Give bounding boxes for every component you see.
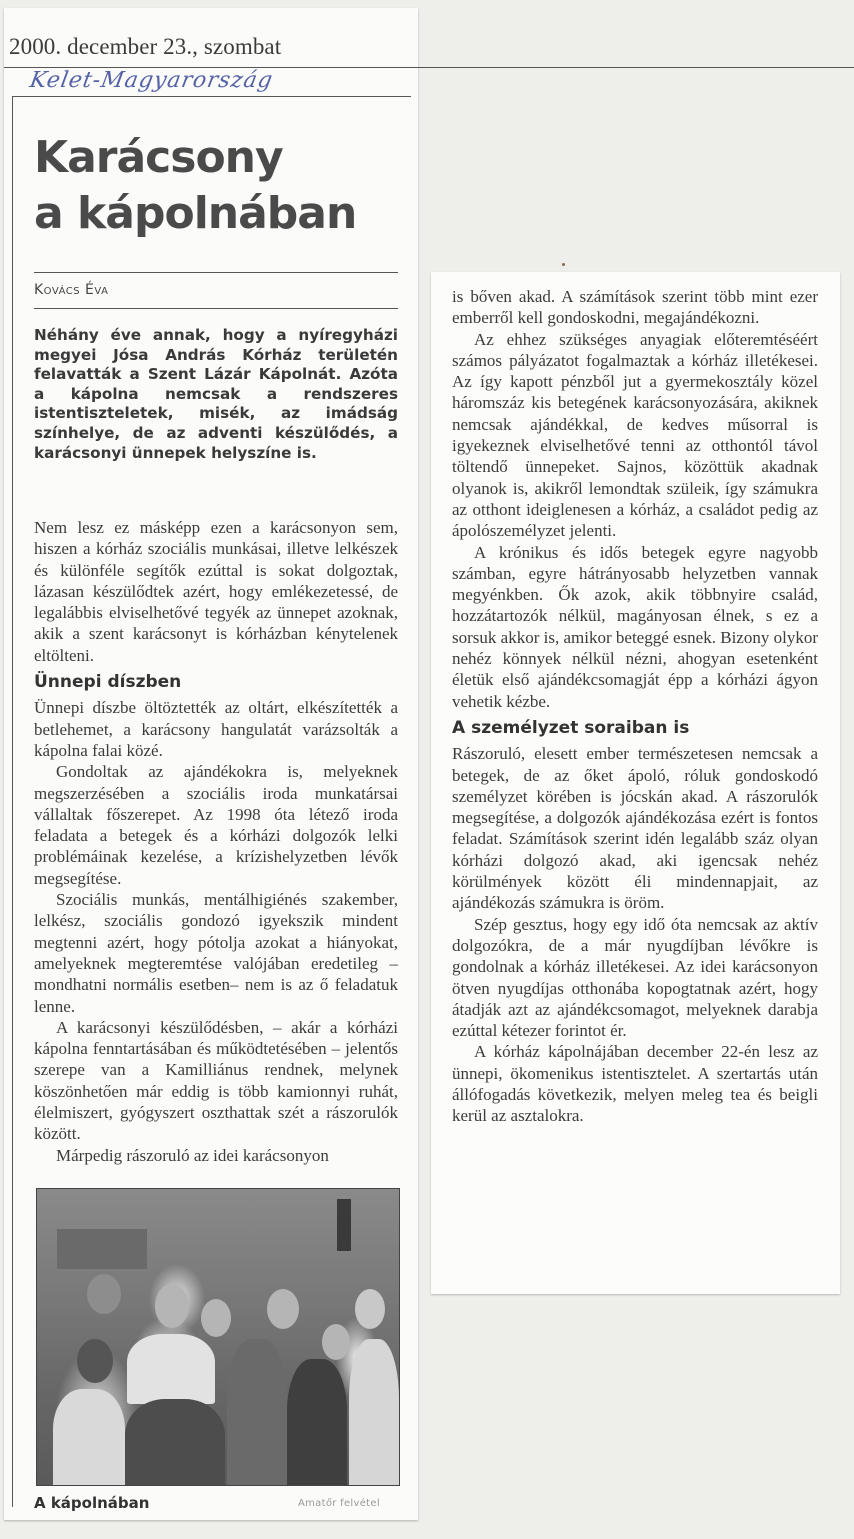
body-paragraph: Nem lesz ez másképp ezen a karácsonyon sem, hiszen a kórház szociális munkásai, illetve lelkészek és különféle segítők ezúttal is sokat dolgoztak, lázasan készülődtek azért, hogy emlékezetessé, de legalábbis elviselhetővé tegyék az ünnepet azoknak, akik a szent karácsonyt is kórházban kénytelenek eltölteni.	[34, 518, 398, 665]
photo-wall-picture	[337, 1199, 351, 1251]
byline-rule-top	[34, 272, 398, 273]
photo-person	[87, 1274, 121, 1314]
paper-speck	[562, 263, 565, 266]
body-paragraph: is bőven akad. A számítások szerint több mint ezer emberről kell gondoskodni, megajándékozni.	[452, 287, 818, 328]
dateline: 2000. december 23., szombat	[9, 34, 282, 59]
body-paragraph: A karácsonyi készülődésben, – akár a kórházi kápolna fenntartásában és működtetésében – jelentős szerepe van a Kamilliánus rendnek, melynek köszönhetően már eddig is több kamionnyi ruhát, élelmiszert, gyógyszert oszthattak szét a rászorulók között.	[34, 1017, 398, 1144]
photo-person	[322, 1324, 350, 1360]
body-paragraph: Gondoltak az ajándékokra is, melyeknek megszerzésében a szociális iroda munkatársai vállaltak főszerepet. Az 1998 óta létező iroda feladata a betegek és a kórházi dolgozók lelki problémáinak kezelése, a krízishelyzetben lévők megsegítése.	[34, 762, 398, 888]
byline: Kovács Éva	[34, 282, 109, 298]
photo-person	[77, 1339, 113, 1383]
photo-door-frame	[57, 1229, 147, 1269]
subheading: Ünnepi díszben	[34, 672, 182, 693]
body-paragraph: Ünnepi díszbe öltöztették az oltárt, elkészítették a betlehemet, a karácsony hangulatát varázsolták a kápolna falai közé.	[34, 698, 398, 760]
headline	[34, 130, 356, 242]
photo-dark-skirt	[125, 1399, 225, 1486]
handwritten-source-note: Kelet-Magyarország	[27, 68, 276, 93]
photo-white-blouse	[127, 1334, 215, 1404]
subheading: A személyzet soraiban is	[452, 717, 690, 738]
headline-line-1: Karácsony	[34, 132, 283, 183]
article-photo	[36, 1188, 400, 1486]
body-paragraph: A kórház kápolnájában december 22-én lesz az ünnepi, ökomenikus istentisztelet. A szertartás után állófogadás következik, melyen meleg tea és beigli kerül az asztalokra.	[452, 1042, 818, 1126]
body-paragraph: A krónikus és idős betegek egyre nagyobb számban, egyre hátrányosabb helyzetben vannak megyénkben. Ők azok, akik többnyire család, hozzátartozók nélkül, magányosan élnek, s ez a sorsuk akkor is, amikor beteggé esnek. Bizony olykor nehéz könnyek nélkül nézni, ahogyan esetenként életük első ajándékcsomagját épp a kórházi ágyon vehetik kézbe.	[452, 542, 818, 711]
left-column	[34, 517, 398, 1166]
body-paragraph: Az ehhez szükséges anyagiak előteremtéséért számos pályázatot fogalmaztak a kórház illetékesei. Az így kapott pénzből jut a gyermekosztály közel háromszáz kis betegének karácsonyozására, akiknek nemcsak ajándékkal, de kedves műsorral is igyekeznek elviselhetővé tenni az otthontól távol töltendő ünnepeket. Sajnos, közöttük akadnak olyanok is, akikről lemondtak szüleik, így számukra az otthont ideiglenesen a kórház, a családot pedig az ápolószemélyzet jelenti.	[452, 329, 818, 541]
body-paragraph: Szociális munkás, mentálhigiénés szakember, lelkész, szociális gondozó igyekszik mindent megtenni azért, hogy pótolja azokat a hiányokat, amelyeknek megteremtése valójában eredetileg – mondhatni normális esetben– nem is az ő feladatuk lenne.	[34, 890, 398, 1016]
photo-caption: A kápolnában	[34, 1494, 150, 1512]
body-paragraph: Márpedig rászoruló az idei karácsonyon	[56, 1145, 329, 1165]
photo-person	[355, 1289, 385, 1329]
right-column	[452, 286, 818, 1127]
photo-costume	[227, 1339, 287, 1486]
byline-rule-bottom	[34, 308, 398, 309]
photo-person	[155, 1284, 189, 1328]
lead-paragraph: Néhány éve annak, hogy a nyíregyházi megyei Jósa András Kórház területén felavatták a Szent Lázár Kápolnát. Azóta a kápolna nemcsak a rendszeres istentiszteletek, misék, az imádság színhelye, de az adventi készülődés, a karácsonyi ünnepek helyszíne is.	[34, 326, 398, 462]
photo-person	[267, 1289, 299, 1329]
body-paragraph: Rászoruló, elesett ember természetesen nemcsak a betegek, de az őket ápoló, róluk gondoskodó személyzet körében is jócskán akad. A rászorulók megsegítése, a dolgozók ajándékozása ezért is fontos feladat. Számítások szerint idén legalább száz olyan kórházi dolgozó akad, aki igencsak nehéz körülmények között éli mindennapjait, az ajándékozás számukra is öröm.	[452, 744, 818, 913]
photo-person	[201, 1299, 231, 1337]
photo-dark-suit	[287, 1359, 347, 1486]
photo-child-white	[53, 1389, 125, 1486]
photo-credit: Amatőr felvétel	[298, 1498, 380, 1509]
body-paragraph: Szép gesztus, hogy egy idő óta nemcsak az aktív dolgozókra, de a már nyugdíjban lévőkre is gondolnak a kórház illetékesei. Az idei karácsonyon ötven nyugdíjas otthonába kopogtatnak azért, hogy átadják azt az ajándékcsomagot, melyeknek darabja ezúttal kétezer forintot ér.	[452, 914, 818, 1041]
headline-line-2: a kápolnában	[34, 188, 357, 239]
photo-white-robe	[349, 1339, 399, 1486]
